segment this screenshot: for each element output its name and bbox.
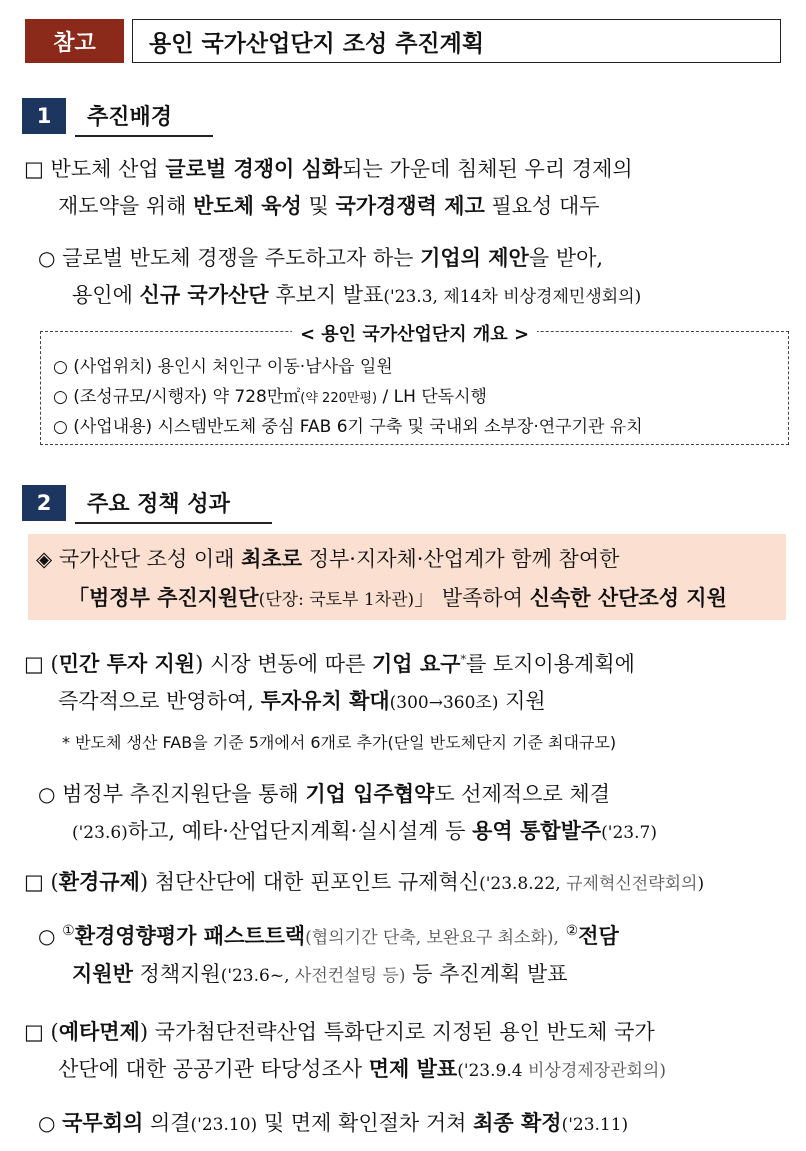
policy-item1-sub-line2: ('23.6)하고, 예타·산업단지계획·실시설계 등 용역 통합발주('23.7) xyxy=(72,818,657,843)
overview-item-location: ○ (사업위치) 용인시 처인구 이동·남사읍 일원 xyxy=(53,357,393,377)
section2-number: 2 xyxy=(22,485,66,521)
section1-number: 1 xyxy=(22,98,66,134)
page-title-text: 용인 국가산업단지 조성 추진계획 xyxy=(149,30,485,57)
policy-item3-sub-line1: ○ 국무회의 의결('23.10) 및 면제 확인절차 거쳐 최종 확정('23.11) xyxy=(38,1110,629,1135)
policy-item3-line2: 산단에 대한 공공기관 타당성조사 면제 발표('23.9.4 비상경제장관회의) xyxy=(58,1056,666,1081)
overview-item-content: ○ (사업내용) 시스템반도체 중심 FAB 6기 구축 및 국내외 소부장·연구기관 유치 xyxy=(53,417,643,437)
policy-item1-line1: □ (민간 투자 지원) 시장 변동에 따른 기업 요구*를 토지이용계획에 xyxy=(24,651,635,676)
overview-title: < 용인 국가산업단지 개요 > xyxy=(41,320,788,346)
policy-item3-line1: □ (예타면제) 국가첨단전략산업 특화단지로 지정된 용인 반도체 국가 xyxy=(24,1019,655,1044)
section1-sub-line2: 용인에 신규 국가산단 후보지 발표('23.3, 제14차 비상경제민생회의) xyxy=(72,282,642,307)
policy-item1-line2: 즉각적으로 반영하여, 투자유치 확대(300→360조) 지원 xyxy=(58,688,546,713)
section2-title: 주요 정책 성과 xyxy=(75,487,272,524)
policy-item2-sub-line1: ○ ①환경영향평가 패스트트랙(협의기간 단축, 보완요구 최소화), ②전담 xyxy=(38,923,619,948)
section1-title: 추진배경 xyxy=(75,100,213,137)
section1-bullet-line2: 재도약을 위해 반도체 육성 및 국가경쟁력 제고 필요성 대두 xyxy=(58,193,600,218)
section1-bullet-line1: □ 반도체 산업 글로벌 경쟁이 심화되는 가운데 침체된 우리 경제의 xyxy=(24,156,633,181)
page-title xyxy=(132,19,781,63)
reference-tag: 참고 xyxy=(25,19,124,63)
highlight-line2: 「범정부 추진지원단(단장: 국토부 1차관)」 발족하여 신속한 산단조성 지원 xyxy=(68,585,727,610)
policy-item2-sub-line2: 지원반 정책지원('23.6~, 사전컨설팅 등) 등 추진계획 발표 xyxy=(72,961,568,986)
highlight-line1: ◈ 국가산단 조성 이래 최초로 정부·지자체·산업계가 함께 참여한 xyxy=(36,546,620,571)
overview-item-scale: ○ (조성규모/시행자) 약 728만㎡(약 220만평) / LH 단독시행 xyxy=(53,387,487,407)
policy-item1-footnote: * 반도체 생산 FAB을 기준 5개에서 6개로 추가(단일 반도체단지 기준 최대규모) xyxy=(62,733,617,752)
overview-box xyxy=(40,324,789,445)
policy-item1-sub-line1: ○ 범정부 추진지원단을 통해 기업 입주협약도 선제적으로 체결 xyxy=(38,781,610,806)
section1-sub-line1: ○ 글로벌 반도체 경쟁을 주도하고자 하는 기업의 제안을 받아, xyxy=(38,245,604,270)
policy-item2-line1: □ (환경규제) 첨단산단에 대한 핀포인트 규제혁신('23.8.22, 규제혁신전략회의) xyxy=(24,869,705,894)
